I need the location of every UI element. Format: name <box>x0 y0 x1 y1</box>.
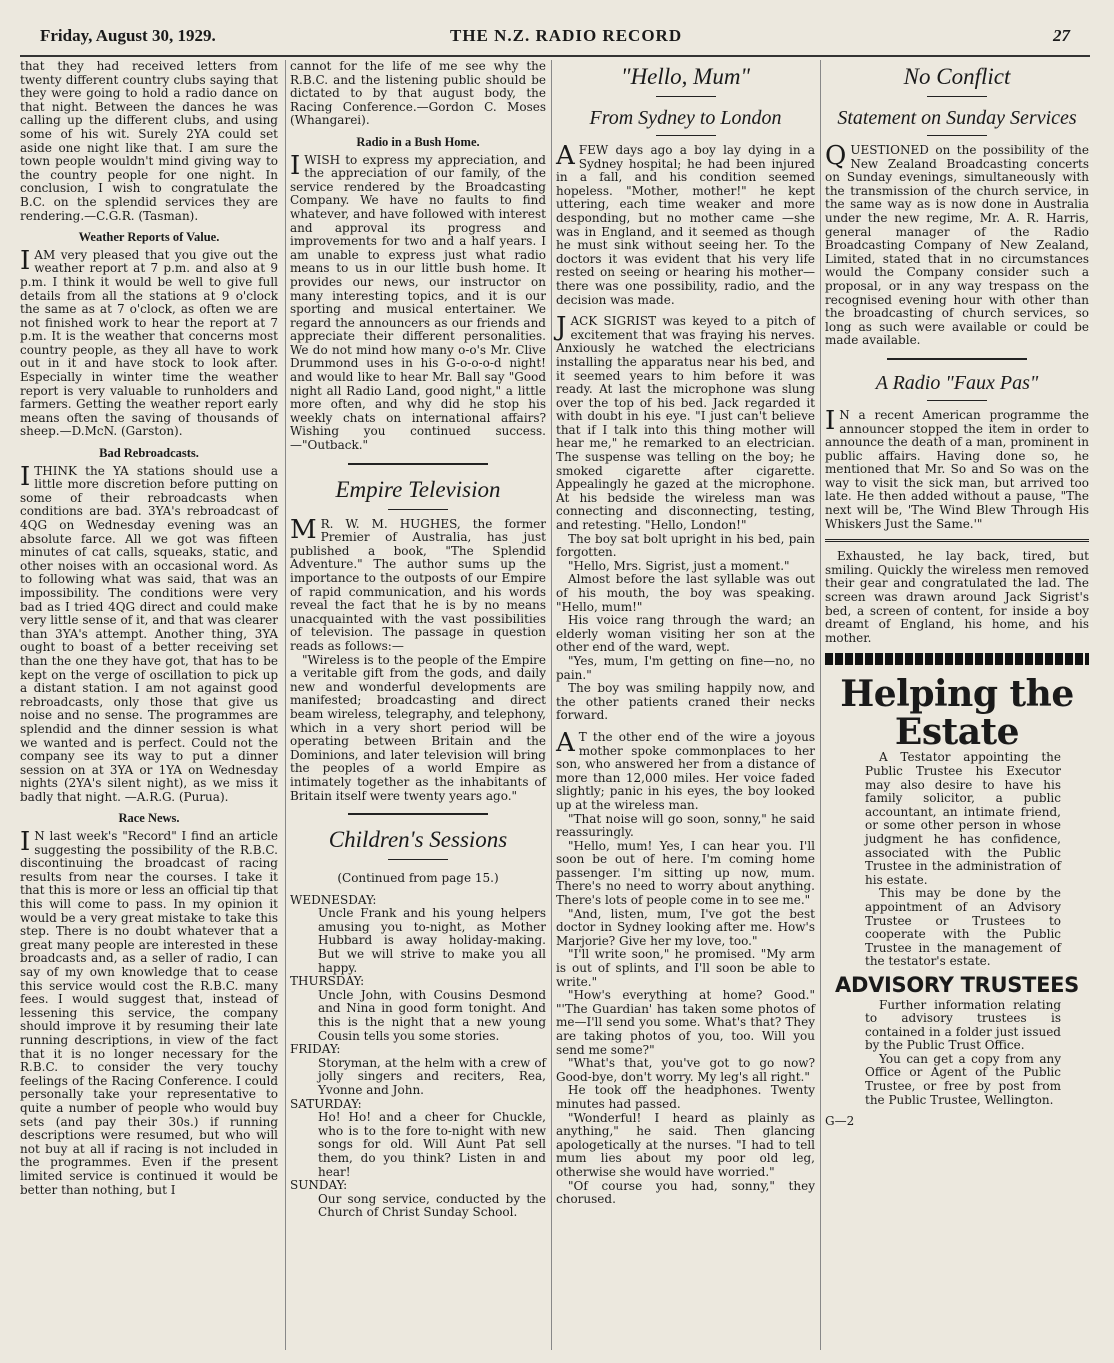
advert-body <box>825 999 1089 1108</box>
article-text: "Yes, mum, I'm getting on fine—no, no pain." <box>556 653 815 682</box>
article-text: He took off the headphones. Twenty minutes had passed. <box>556 1083 815 1111</box>
article-text: "And, listen, mum, I've got the best doctor in Sydney looking after me. How's Marjorie? Give her my love, too." <box>556 906 815 948</box>
advert-border <box>825 653 1089 665</box>
letter-title: Radio in a Bush Home. <box>356 134 480 149</box>
programme-text: Our song service, conducted by the Church of Christ Sunday School. <box>318 1191 546 1220</box>
header-rule <box>20 55 1090 57</box>
advert-body <box>825 751 1089 969</box>
article-text: "I'll write soon," he promised. "My arm is out of splints, and I'll soon be able to write." <box>556 947 815 989</box>
article-text: Exhausted, he lay back, tired, but smiling. Quickly the wireless men removed their gear and congratulated the lad. The screen was drawn around Jack Sigrist's bed, a screen of content, for inside a boy dreamt of England, his home, and his mother. <box>825 549 1089 645</box>
heading-rule <box>927 400 987 401</box>
column-no-conflict <box>825 60 1089 1129</box>
programme-text: Ho! Ho! and a cheer for Chuckle, who is to the fore to-night with new songs for old. Will Aunt Pat sell them, do you think? Listen in and hear! <box>318 1110 546 1179</box>
programme-text: Uncle John, with Cousins Desmond and Nina in good form tonight. And this is the night that a new young Cousin tells you some stories. <box>318 987 546 1043</box>
page-number: 27 <box>1053 26 1070 45</box>
letter-title: Weather Reports of Value. <box>78 230 220 245</box>
article-text: AT the other end of the wire a joyous mother spoke commonplaces to her son, who answered her from a distance of more than 12,000 miles. Her voice faded slightly; panic in his eyes, the boy looked up at the wireless man. <box>556 727 815 812</box>
programme-text: Storyman, at the helm with a crew of jolly singers and reciters, Rea, Yvonne and John. <box>318 1055 546 1097</box>
heading-rule <box>927 135 987 136</box>
section-rule <box>348 813 488 815</box>
article-text: IN a recent American programme the announcer stopped the item in order to announce the death of a man, prominent in public affairs. Having done so, he mentioned that Mr. So and So was on the way to visit the sick man, but arrived too late. He then added without a pause, "The next will be, 'The Wind Blew Through His Whiskers Just the Same.'" <box>825 405 1089 531</box>
article-heading: Children's Sessions <box>328 827 508 853</box>
article-text: MR. W. M. HUGHES, the former Premier of Australia, has just published a book, "The Splendid Adventure." The author sums up the importance to the outposts of our Empire of rapid communication, and his words reveal the fact that he is by no means unacquainted with the vast possibilities of television. The passage in question reads as follows:— <box>290 514 546 653</box>
continued-note: (Continued from page 15.) <box>337 871 499 886</box>
article-heading: Empire Television <box>335 476 501 502</box>
heading-rule <box>656 135 716 136</box>
column-divider <box>285 60 286 1350</box>
programme-day: SUNDAY: <box>290 1178 348 1193</box>
heading-rule <box>927 96 987 97</box>
column-divider <box>551 60 552 1350</box>
advert-subtitle: ADVISORY TRUSTEES <box>835 972 1079 997</box>
advert-text: You can get a copy from any Office or Agent of the Public Trustee, or free by post from the Public Trustee, Wellington. <box>865 1051 1061 1107</box>
article-text: "Wonderful! I heard as plainly as anything," he said. Then glancing apologetically at the nurses. "I had to tell mum lies about my poor old leg, otherwise she would have worried." <box>556 1110 815 1179</box>
article-text: JACK SIGRIST was keyed to a pitch of excitement that was fraying his nerves. Anxiously he watched the electricians installing the apparatus near his bed, and it seemed years to him before it was ready. At last the microphone was slung over the top of his bed. Jack regarded it with doubt in his eye. "I just can't believe that if I talk into this thing mother will hear me," he remarked to an electrician. The suspense was telling on the boy; he smoked cigarette after cigarette. Appealingly he gazed at the microphone. At his bedside the wireless man was connecting and disconnecting, testing, and retesting. "Hello, London!" <box>556 312 815 533</box>
column-letters <box>20 60 278 1197</box>
article-text: His voice rang through the ward; an elderly woman visiting her son at the other end of the ward, wept. <box>556 613 815 655</box>
column-hello-mum <box>556 60 815 1207</box>
programme-day: SATURDAY: <box>290 1096 362 1111</box>
heading-rule <box>388 509 448 510</box>
masthead: THE N.Z. RADIO RECORD <box>450 26 683 45</box>
article-text: The boy sat bolt upright in his bed, pain forgotten. <box>556 531 815 560</box>
article-heading: A Radio "Faux Pas" <box>875 371 1039 394</box>
article-text: "Hello, mum! Yes, I can hear you. I'll soon be out of here. I'm coming home passenger. I'm sitting up now, mum. There's no need to worry about anything. There's lots of people come in to see me." <box>556 838 815 908</box>
letter-text: that they had received letters from twenty different country clubs saying that they were going to hold a radio dance on that night. Between the dances he was calling up the different clubs, and using some of his wit. Surely 2YA could set aside one night like that. I am sure the town people wouldn't mind giving way to the country people for one night. In conclusion, I wish to congratulate the B.C. on the splendid services they are rendering.—C.G.R. (Tasman). <box>20 59 278 223</box>
article-text: "That noise will go soon, sonny," he said reassuringly. <box>556 811 815 840</box>
article-text: "Hello, Mrs. Sigrist, just a moment." <box>568 558 790 573</box>
page-header <box>40 26 1070 50</box>
programme-text: Uncle Frank and his young helpers amusing you to-night, as Mother Hubbard is away holiday-making. But we will strive to make you all happy. <box>318 906 546 975</box>
issue-date: Friday, August 30, 1929. <box>40 26 216 45</box>
heading-rule <box>388 859 448 860</box>
column-divider <box>820 60 821 1350</box>
programme-day: WEDNESDAY: <box>290 892 377 907</box>
letter-text: IN last week's "Record" I find an article suggesting the possibility of the R.B.C. discontinuing the broadcast of racing results from near the courses. I take it that this is more or less an official tip that this will come to pass. In my opinion it would be a very great mistake to take this step. There is no doubt whatever that a great many people are interested in these broadcasts and, as a seller of radio, I can say of my own knowledge that to cease this service would cost the R.B.C. many fees. I would suggest that, instead of lessening this service, the company should improve it by resuming their late running descriptions, in view of the fact that it is no longer necessary for the R.B.C. to consider the very touchy feelings of the Racing Conference. I could personally take your representative to quite a number of people who would buy sets (and pay their 30s.) if running descriptions were resumed, but who will not buy at all if racing is not included in the programmes. Even if the present limited service is continued it would be better than nothing, but I <box>20 827 278 1197</box>
letter-text: cannot for the life of me see why the R.B.C. and the listening public should be dictated to by that august body, the Racing Conference.—Gordon C. Moses (Whangarei). <box>290 59 546 128</box>
article-text: "What's that, you've got to go now? Good-bye, don't worry. My leg's all right." <box>556 1056 815 1084</box>
article-text: The boy was smiling happily now, and the other patients craned their necks forward. <box>556 681 815 723</box>
section-rule <box>825 539 1089 542</box>
letter-text: IWISH to express my appreciation, and the appreciation of our family, of the service rendered by the Broadcasting Company. We have no faults to find whatever, and have followed with interest and approval its progress and improvements for two and a half years. I am unable to express just what radio means to us in our little bush home. It provides our news, our instructor on many interesting topics, and it is our sporting and musical entertainer. We regard the announcers as our friends and appreciate their different personalities. We do not mind how many o-o's Mr. Clive Drummond uses in his G-o-o-o-d night! and would like to hear Mr. Ball say "Good night all Radio Land, good night," a little more often, and why did he stop his weekly chats on international affairs? Wishing you continued success. —"Outback." <box>290 150 546 453</box>
article-subheading: Statement on Sunday Services <box>837 107 1077 129</box>
article-text: QUESTIONED on the possibility of the New Zealand Broadcasting concerts on Sunday evenings, simultaneously with the transmission of the church service, in the same way as is now done in Australia under the new regime, Mr. A. R. Harris, general manager of the Radio Broadcasting Company of New Zealand, Limited, stated that in no circumstances would the Company consider such a proposal, or in any way trespass on the recognised evening hour with other than the broadcasting of church services, so long as such were available or could be made available. <box>825 141 1089 348</box>
programme-day: FRIDAY: <box>290 1042 341 1057</box>
advert-text: This may be done by the appointment of an Advisory Trustee or Trustees to cooperate with the Public Trustee in the management of the testator's estate. <box>865 886 1061 969</box>
article-text: "Wireless is to the people of the Empire a veritable gift from the gods, and daily new and wonderful developments are manifested; broadcasting and direct beam wireless, telegraphy, and telephony, which in a very short period will be operating between Britain and the Dominions, and later television will bring the peoples of a world Empire as intimately together as the inhabitants of Britain itself were twenty years ago." <box>290 652 546 803</box>
letter-text: ITHINK the YA stations should use a little more discretion before putting on some of their rebroadcasts when conditions are bad. 3YA's rebroadcast of 4QG on Wednesday evening was an absolute farce. All we got was fifteen minutes of cat calls, squeaks, static, and other noises with an occasional word. As to following what was said, that was an impossibility. The conditions were very bad as I tried 4QG direct and could make very little sense of it, and that was clearer than 3YA's attempt. Another thing, 3YA ought to boast of a better receiving set than the one they have got, that has to be kept on the verge of oscillation to pick up a distant station. I am not against good rebroadcasts, only those that give us noise and no sense. The programmes are splendid and the dinner session is what we wanted and is perfect. Could not the company see its way to put a dinner session on at 3YA or 1YA on Wednesday nights (2YA's silent night), as we miss it badly that night. —A.R.G. (Purua). <box>20 461 278 804</box>
article-heading: No Conflict <box>903 64 1011 89</box>
article-text: Almost before the last syllable was out of his mouth, the boy was speaking. "Hello, mum!" <box>556 572 815 614</box>
letter-text: IAM very pleased that you give out the weather report at 7 p.m. and also at 9 p.m. I think it would be well to give full details from all the stations at 9 o'clock the same as at 7 o'clock, as often we are not finished work to hear the report at 7 p.m. It is the weather that concerns most country people, as they all have to work out in it and have stock to look after. Especially in winter time the weather report is very valuable to runholders and farmers. Getting the weather report early means often the saving of thousands of sheep.—D.McN. (Garston). <box>20 245 278 439</box>
advert-text: Further information relating to advisory trustees is contained in a folder just issued by the Public Trust Office. <box>865 997 1061 1053</box>
heading-rule <box>656 96 716 97</box>
advert-text: A Testator appointing the Public Trustee his Executor may also desire to have his family solicitor, a public accountant, an intimate friend, or some other person in whose judgment he has confidence, associated with the Public Trustee in the administration of his estate. <box>865 750 1061 887</box>
letter-title: Race News. <box>118 811 180 826</box>
article-text: "Of course you had, sonny," they chorused. <box>556 1178 815 1207</box>
programme-day: THURSDAY: <box>290 974 365 989</box>
section-rule <box>348 463 488 465</box>
advert-title: Helping the Estate <box>840 673 1074 754</box>
letter-title: Bad Rebroadcasts. <box>99 446 199 461</box>
column-letters-2 <box>290 60 546 1220</box>
section-rule <box>887 358 1027 360</box>
advert-code: G—2 <box>825 1114 855 1129</box>
article-text: AFEW days ago a boy lay dying in a Sydney hospital; he had been injured in a fall, and his condition seemed hopeless. "Mother, mother!" he kept uttering, each time weaker and more desponding, but no mother came —she was in England, and it seemed as though he must sink without seeing her. To the doctors it was evident that his very life rested on seeing or hearing his mother—there was one possibility, radio, and the decision was made. <box>556 141 815 307</box>
article-subheading: From Sydney to London <box>589 107 782 129</box>
article-text: "How's everything at home? Good." "'The Guardian' has taken some photos of me—I'll send you some. What's that? They are taking photos of you, too. Will you send me some?" <box>556 988 815 1057</box>
article-heading: "Hello, Mum" <box>620 64 751 89</box>
